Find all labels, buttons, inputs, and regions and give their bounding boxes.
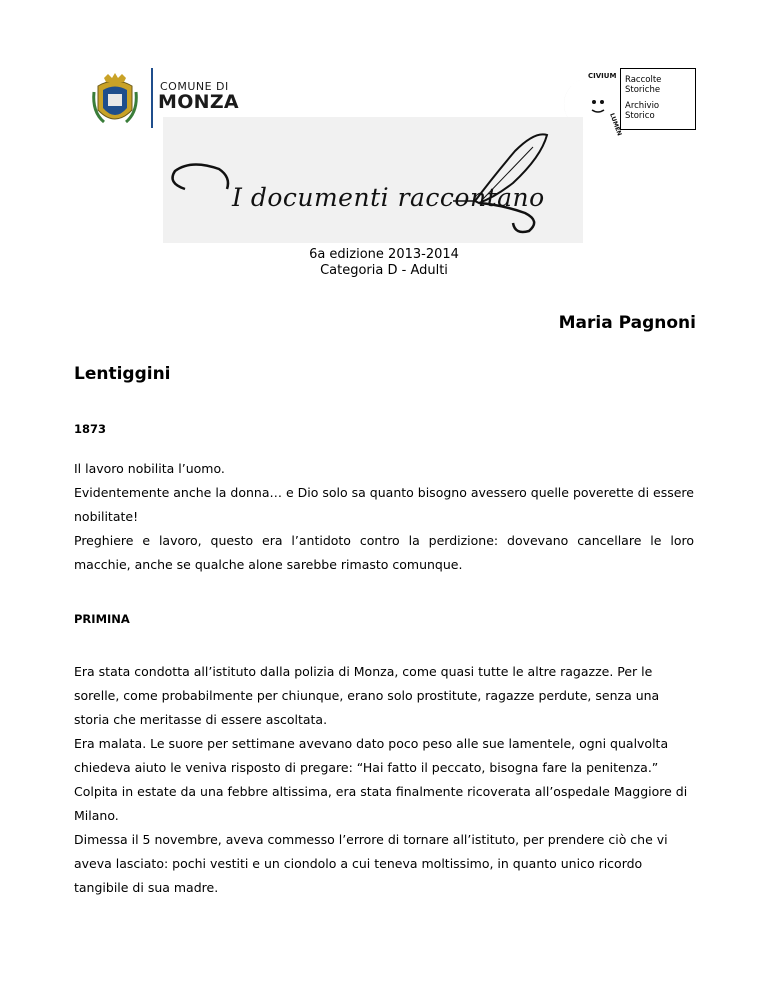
archivio-line1: Archivio bbox=[625, 101, 660, 111]
intro-paragraph: Preghiere e lavoro, questo era l’antidoto contro la perdizione: dovevano cancellare le loro macchie, anche se qualche alone sarebbe rimasto comunque. bbox=[74, 533, 694, 572]
monza-crest-logo bbox=[90, 72, 140, 130]
comune-name: MONZA bbox=[158, 91, 239, 113]
edition-line: 6a edizione 2013-2014 bbox=[309, 247, 459, 262]
intro-paragraph: Evidentemente anche la donna… e Dio solo sa quanto bisogno avessero quelle poverette di essere nobilitate! bbox=[74, 485, 694, 524]
author-name: Maria Pagnoni bbox=[558, 313, 696, 333]
year-heading: 1873 bbox=[74, 422, 107, 436]
section-heading: PRIMINA bbox=[74, 612, 130, 626]
quill-pen-icon bbox=[163, 117, 583, 243]
raccolte-storiche-box bbox=[620, 68, 696, 130]
svg-text:LUMEN: LUMEN bbox=[608, 112, 623, 137]
banner-title: I documenti raccontano bbox=[232, 183, 545, 212]
comune-label: COMUNE DI bbox=[160, 80, 229, 93]
raccolte-line2: Storiche bbox=[625, 85, 661, 95]
body-paragraph: Colpita in estate da una febbre altissima, era stata finalmente ricoverata all’ospedale Maggiore di Milano. bbox=[74, 784, 688, 823]
body-paragraph: Era stata condotta all’istituto dalla polizia di Monza, come quasi tutte le altre ragazze. Per le sorelle, come probabilmente per chiunque, erano solo prostitute, ragazze perdute, senza una storia che meritasse di essere ascoltata. bbox=[74, 664, 660, 727]
story-title: Lentiggini bbox=[74, 364, 171, 384]
category-line: Categoria D - Adulti bbox=[320, 263, 448, 278]
body-paragraph: Dimessa il 5 novembre, aveva commesso l’errore di tornare all’istituto, per prendere ciò che vi aveva lasciato: pochi vestiti e un ciondolo a cui teneva moltissimo, in quanto unico ricordo tangibile di sua madre. bbox=[74, 832, 668, 895]
body-paragraph: Era malata. Le suore per settimane avevano dato poco peso alle sue lamentele, ogni qualvolta chiedeva aiuto le veniva risposto di pregare: “Hai fatto il peccato, bisogna fare la penitenza.” bbox=[74, 736, 669, 775]
comune-divider bbox=[151, 68, 153, 128]
svg-text:CIVIUM: CIVIUM bbox=[588, 72, 617, 80]
intro-line: Il lavoro nobilita l’uomo. bbox=[74, 461, 225, 476]
raccolte-line1: Raccolte bbox=[625, 75, 662, 85]
archivio-line2: Storico bbox=[625, 111, 655, 121]
edition-info bbox=[0, 247, 768, 279]
